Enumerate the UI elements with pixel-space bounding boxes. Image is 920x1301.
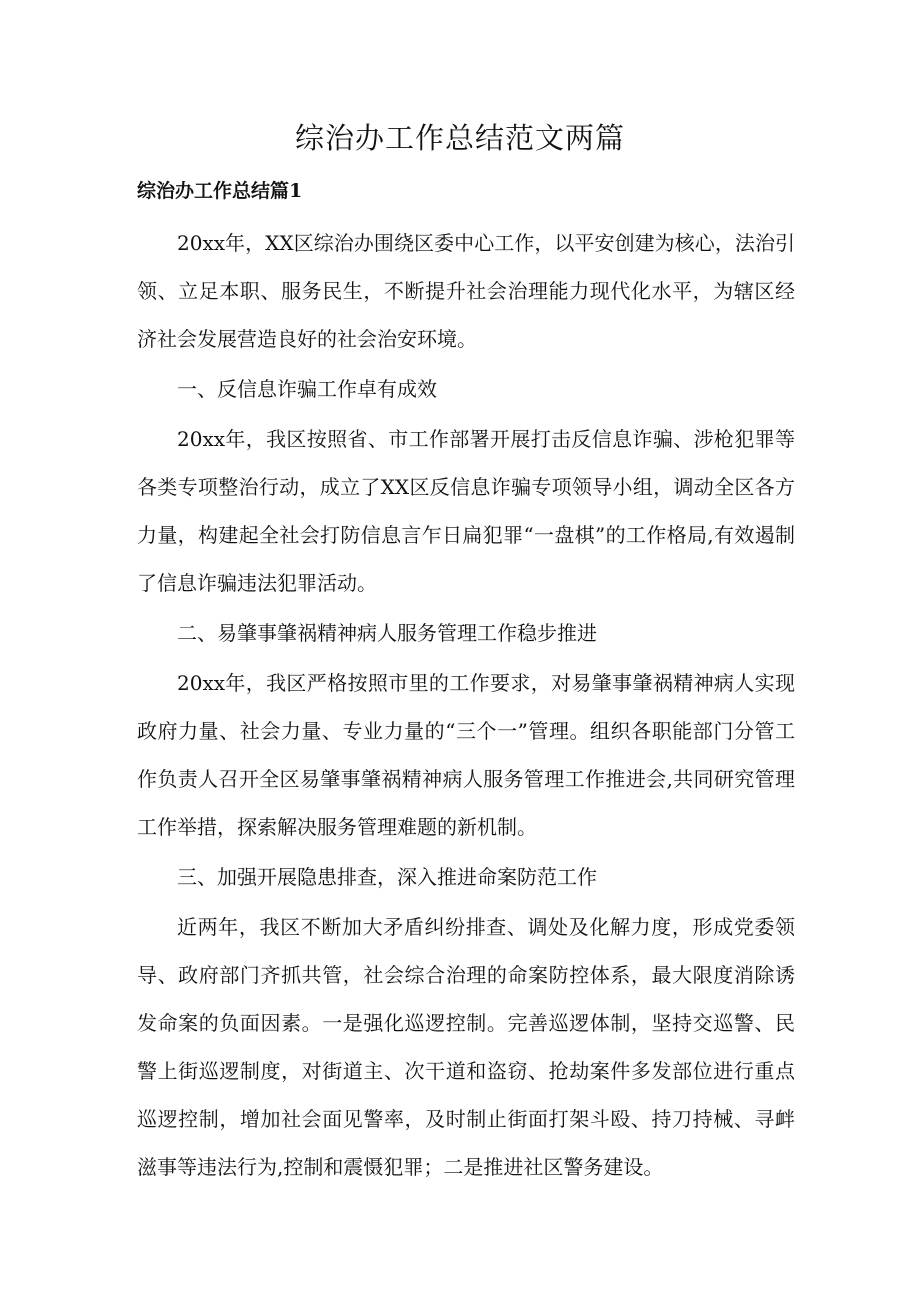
mental-patients-paragraph: 20xx年，我区严格按照市里的工作要求，对易肇事肇祸精神病人实现政府力量、社会力量、专业力量的“三个一”管理。组织各职能部门分管工作负责人召开全区易肇事肇祸精神病人服务管理工作推进会,共同研究管理工作举措，探索解决服务管理难题的新机制。 [137, 671, 795, 839]
section-heading: 综治办工作总结篇1 [137, 180, 303, 202]
intro-paragraph: 20xx年，XX区综治办围绕区委中心工作，以平安创建为核心，法治引领、立足本职、服务民生，不断提升社会治理能力现代化水平，为辖区经济社会发展营造良好的社会治安环境。 [137, 231, 795, 351]
document-title: 综治办工作总结范文两篇 [294, 121, 625, 155]
hazard-inspection-paragraph: 近两年，我区不断加大矛盾纠纷排查、调处及化解力度，形成党委领导、政府部门齐抓共管，社会综合治理的命案防控体系，最大限度消除诱发命案的负面因素。一是强化巡逻控制。完善巡逻体制，坚持交巡警、民警上街巡逻制度，对街道主、次干道和盗窃、抢劫案件多发部位进行重点巡逻控制，增加社会面见警率，及时制止街面打架斗殴、持刀持械、寻衅滋事等违法行为,控制和震慑犯罪；二是推进社区警务建设。 [137, 915, 795, 1179]
subheading-anti-fraud: 一、反信息诈骗工作卓有成效 [177, 377, 437, 401]
subheading-mental-patients: 二、易肇事肇祸精神病人服务管理工作稳步推进 [177, 621, 597, 645]
subheading-hazard-inspection: 三、加强开展隐患排查，深入推进命案防范工作 [177, 865, 597, 889]
document-body [137, 219, 795, 1193]
anti-fraud-paragraph: 20xx年，我区按照省、市工作部署开展打击反信息诈骗、涉枪犯罪等各类专项整治行动，成立了XX区反信息诈骗专项领导小组，调动全区各方力量，构建起全社会打防信息言乍日扁犯罪“一盘棋”的工作格局,有效遏制了信息诈骗违法犯罪活动。 [137, 427, 795, 595]
